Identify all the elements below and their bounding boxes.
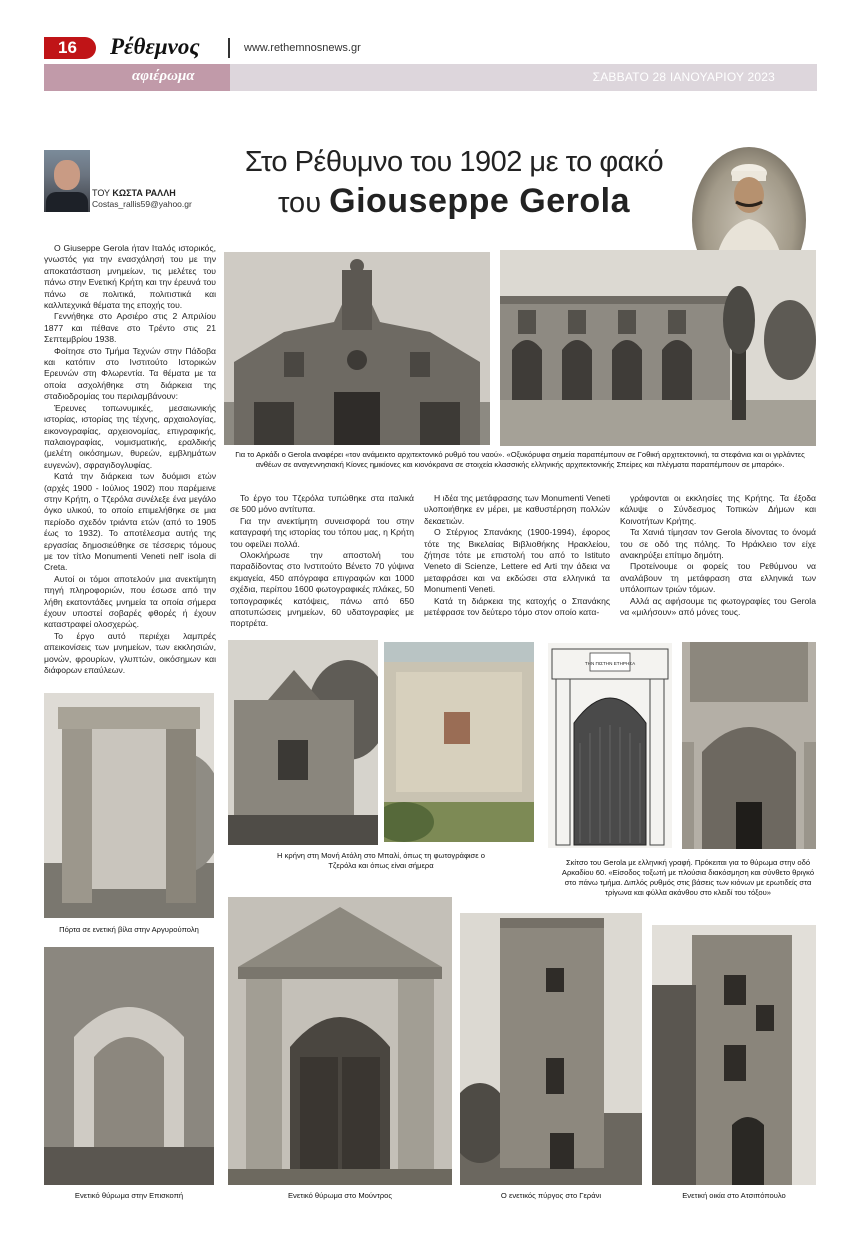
episkopi-door-photo xyxy=(44,947,214,1185)
atali-caption: Η κρήνη στη Μονή Ατάλη στο Μπαλί, όπως τη φωτογράφισε ο Τζερόλα και όπως είναι σήμερα xyxy=(277,851,485,870)
author-byline xyxy=(92,188,176,198)
col3-paragraph: Κατά τη διάρκεια της κατοχής ο Σπανάκης μετέφρασε τον δεύτερο τόμο στον οποίο κατα- xyxy=(424,595,610,618)
gerani-caption: Ο ενετικός πύργος στο Γεράνι xyxy=(500,1191,602,1200)
section-bar xyxy=(44,64,817,91)
col1-paragraph: Κατά την διάρκεια των δυόμισι ετών (αρχές 1900 - Ιούλιος 1902) που παρέμεινε στην Κρήτη, ο Τζερόλα συνέλεξε ένα μεγάλο όγκο υλικού, το οποίο επιμελήθηκε σε μια περίοδο σχεδόν τριάντα ετών (από το 1905 έως το 1932). Το αποτέλεσμα αυτής της εργασίας δημοσιεύθηκε σε τέσσερις τόμους με τον τίτλο Monumenti Veneti nell' isola di Creta. xyxy=(44,471,216,573)
mountros-door-photo xyxy=(228,897,452,1185)
header-divider xyxy=(228,38,230,58)
col4-paragraph: γράφονται οι εκκλησίες της Κρήτης. Τα έξοδα κάλυψε ο Σύνδεσμος Τοπικών Δήμων και Κοινοτήτων Κρήτης. xyxy=(620,493,816,526)
col1-paragraph: Ο Giuseppe Gerola ήταν Ιταλός ιστορικός, γνωστός για την ενασχόλησή του με την αποκατάσταση μνημείων, τις μελέτες του πάνω στην Ενετική Κρήτη και την έρευνά του πάνω σε πολιτικά, πολιτιστικά και καλλιτεχνικά θέματα της εποχής του. xyxy=(44,243,216,311)
atsipopoulo-caption: Ενετική οικία στο Ατσιπόπουλο xyxy=(682,1191,786,1200)
col2-paragraph: Ολοκλήρωσε την αποστολή του παραδίδοντας στο Ινστιτούτο Βένετο 70 γύψινα εκμαγεία, 450 απόγραφα επιγραφών και 1000 σχέδια, περίπου 1600 φωτογραφικές πλάκες, 50 τοπογραφικές κατόψεις, πάνω από 650 αποτυπώσεις μνημείων, 60 υδατογραφίες με πορτρέτα. xyxy=(230,550,414,629)
masthead-logo: Ρέθεμνος xyxy=(110,34,200,59)
episkopi-caption: Ενετικό θύρωμα στην Επισκοπή xyxy=(74,1191,184,1200)
col2-paragraph: Το έργο του Τζερόλα τυπώθηκε στα ιταλικά σε 500 μόνο αντίτυπα. xyxy=(230,493,414,515)
arkadi-caption: Για το Αρκάδι ο Gerola αναφέρει «τον ανάμεικτο αρχιτεκτονικό ρυθμό του ναού». «Οξυκόρυφα σημεία παραπέμπουν σε Γοθική αρχιτεκτονική, τα στεφάνια και οι γιρλάντες ανθέων σε αναγεννησιακή Κίονες ημικίονες και κιονόκρανα σε στοιχεία κλασσικής ελληνικής αρχιτεκτονικής Σπείρες και πλέγματα παραπέμπουν σε μπαρόκ». xyxy=(235,450,805,469)
mountros-caption: Ενετικό θύρωμα στο Μούντρος xyxy=(287,1191,393,1200)
section-name: αφιέρωμα xyxy=(132,68,195,84)
col1-paragraph: Το έργο αυτό περιέχει λαμπρές απεικονίσεις των μνημείων, των εκκλησιών, μονών, φρουρίων, γλυπτών, οικόσημων και διάφορων επαύλεων. xyxy=(44,630,216,676)
arkadiou-sketch xyxy=(548,643,672,848)
col1-paragraph: Φοίτησε στο Τμήμα Τεχνών στην Πάδοβα και κατόπιν στο Ινστιτούτο Ιστορικών Ερευνών στη Φλωρεντία. Τα θέματα με τα οποία ασχολήθηκε στη διάρκεια της σταδιοδρομίας του περιλαμβάνουν: xyxy=(44,345,216,402)
author-photo xyxy=(44,150,90,212)
col4-paragraph: Προτείνουμε οι φορείς του Ρεθύμνου να αναλάβουν τη μετάφραση στα ελληνικά των υπόλοιπων τριών τόμων. xyxy=(620,561,816,595)
col3-paragraph: Η ιδέα της μετάφρασης των Monumenti Veneti υλοποιήθηκε εν μέρει, με καθυστέρηση πολλών δεκαετιών. xyxy=(424,493,610,526)
atsipopoulo-house-photo xyxy=(652,925,816,1185)
col2-paragraph: Για την ανεκτίμητη συνεισφορά του στην καταγραφή της ιστορίας του τόπου μας, η Κρήτη του οφείλει πολλά. xyxy=(230,515,414,549)
arkadi-church-photo xyxy=(224,252,490,445)
article-column-2 xyxy=(230,493,414,630)
article-column-4 xyxy=(620,493,816,618)
arkadiou-caption: Σκίτσο του Gerola με ελληνική γραφή. Πρόκειται για το θύρωμα στην οδό Αρκαδίου 60. «Είσοδος τοξωτή με πλούσια διακόσμηση και σύνθετο θριγκό στο πάνω τμήμα. Διπλός ρυθμός στις βάσεις των κιόνων με ερωτιδείς στα τρίγωνα και φύλλα ακάνθου στο κλειδί του τόξου» xyxy=(561,858,815,897)
col4-paragraph: Αλλά ας αφήσουμε τις φωτογραφίες του Gerola να «μιλήσουν» από μόνες τους. xyxy=(620,595,816,618)
atali-fountain-old-photo xyxy=(228,640,378,845)
col3-paragraph: Ο Στέργιος Σπανάκης (1900-1994), έφορος τότε της Βικελαίας Βιβλιοθήκης Ηρακλείου, ζήτησε τότε με επιστολή του από το Istituto Veneto di Scienze, Lettere ed Arti την άδεια να μεταφράσει και να εκδώσει στα ελληνικά τα Monumenti Veneti. xyxy=(424,527,610,595)
website-url[interactable]: www.rethemnosnews.gr xyxy=(244,42,361,54)
atali-fountain-today-photo xyxy=(384,642,534,842)
article-column-1 xyxy=(44,243,216,676)
issue-date: ΣΑΒΒΑΤΟ 28 ΙΑΝΟΥΑΡΙΟΥ 2023 xyxy=(592,70,775,84)
page-number: 16 xyxy=(44,37,96,59)
title-prefix: του xyxy=(278,187,322,219)
col1-paragraph: Γεννήθηκε στο Αρσιέρο στις 2 Απριλίου 1877 και πέθανε στο Τρέντο στις 21 Σεπτεμβρίου 1938. xyxy=(44,311,216,345)
argyroupoli-door-photo xyxy=(44,693,214,918)
arkadi-monastery-photo xyxy=(500,250,816,446)
article-column-3 xyxy=(424,493,610,618)
col1-paragraph: Αυτοί οι τόμοι αποτελούν μια ανεκτίμητη πηγή πληροφοριών, που έσωσε από την λήθη εκατοντάδες μνημεία τα οποία σήμερα έχουν υποστεί σοβαρές φθορές ή έχουν καταστραφεί ολοσχερώς. xyxy=(44,573,216,630)
author-prefix: ΤΟΥ xyxy=(92,188,110,198)
arkadiou-door-photo xyxy=(682,642,816,849)
gerani-tower-photo xyxy=(460,913,642,1185)
author-name: ΚΩΣΤΑ ΡΑΛΛΗ xyxy=(112,188,176,198)
article-title-line1: Στο Ρέθυμνο του 1902 με το φακό xyxy=(244,146,664,178)
title-name: Giouseppe Gerola xyxy=(329,182,630,220)
sketch-inscription: ΤΗΝ ΠΙΣΤΗΝ ΕΤΗΡΗΣΑ xyxy=(584,661,636,666)
col4-paragraph: Τα Χανιά τίμησαν τον Gerola δίνοντας το όνομά του σε οδό της πόλης. Το Ηράκλειο τον είχε ανακηρύξει επίτιμο δημότη. xyxy=(620,527,816,561)
argyroupoli-caption: Πόρτα σε ενετική βίλα στην Αργυρούπολη xyxy=(59,925,199,934)
author-email[interactable]: Costas_rallis59@yahoo.gr xyxy=(92,199,192,209)
article-title-line2 xyxy=(244,182,664,221)
col1-paragraph: Έρευνες τοπωνυμικές, μεσαιωνικής ιστορίας, ιστορίας της τέχνης, αρχαιολογίας, εικονογραφίας, αρχειονομίας, επιγραφικής, παλαιογραφίας, νομισματικής, εραλδικής (μελέτη οικόσημων, θυρεών, εμβλημάτων ευγενών), σφραγιδογλυφίας. xyxy=(44,402,216,470)
